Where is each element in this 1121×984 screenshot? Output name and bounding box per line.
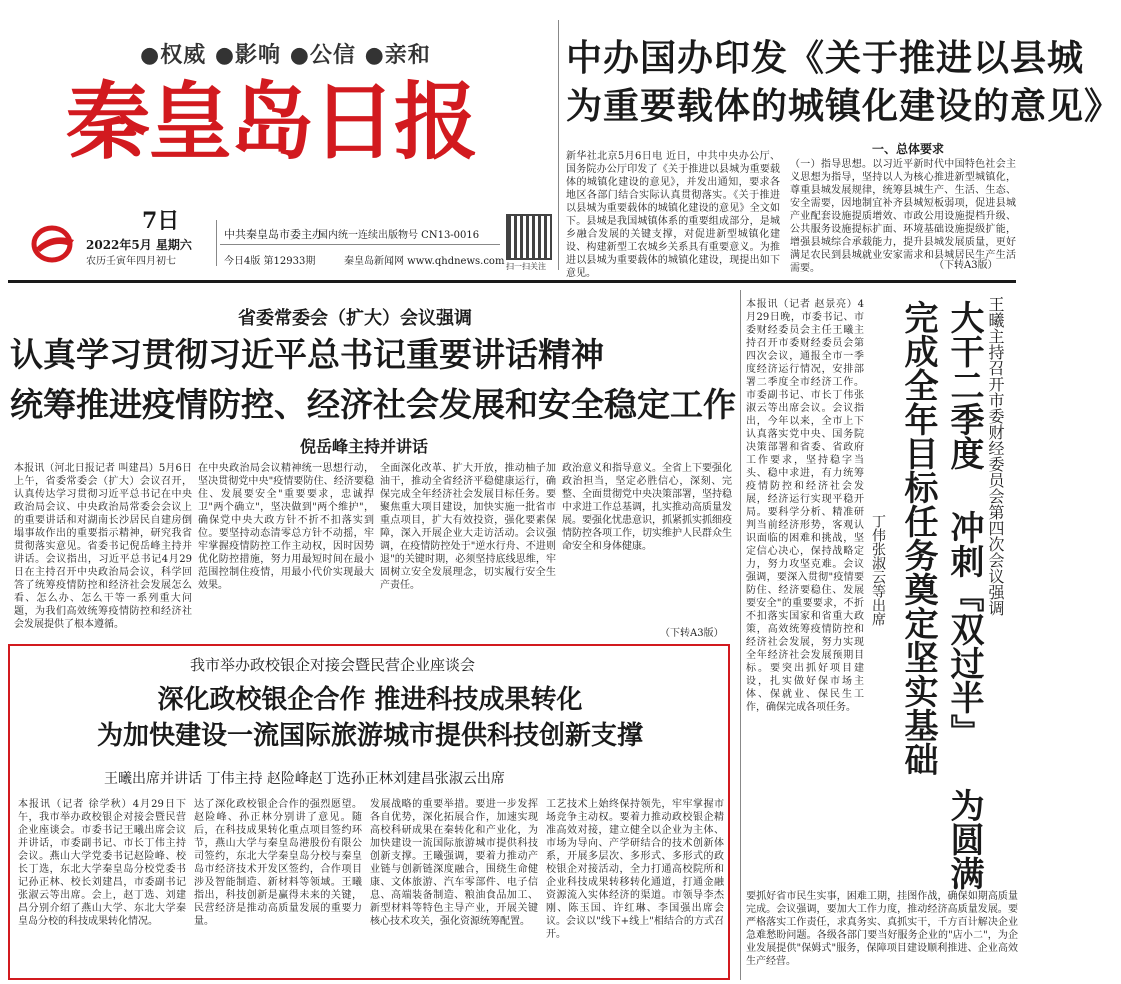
lead-continued[interactable]: （下转A3版） <box>660 628 724 639</box>
right-column-headline-1[interactable]: 大干二季度 冲刺『双过半』 为圆满 <box>944 300 984 890</box>
feature-column-4: 工艺技术上始终保持领先，牢牢掌握市场竞争主动权。要着力推动政校银企精准高效对接，建立健全以企业为主体、市场为导向、产学研结合的技术创新体系，开展多层次、多形式、多形式的政校银企对接活动，全力打通高校院所和企业科技成果转移转化通道，打通金融资源流入实体经济的渠道。市领导李杰刚、陈玉国、许红琳、李国强出席会议。会议以"线下+线上"相结合的方式召开。 <box>546 799 724 940</box>
top-story-body-right: （一）指导思想。以习近平新时代中国特色社会主义思想为指导，坚持以人为核心推进新型城镇化，尊重县城发展规律，统筹县城生产、生活、生态、安全需要，因地制宜补齐县城短板弱项，促进县城产业配套设施提质增效、市政公用设施提档升级、公共服务设施提标扩面、环境基础设施提级扩能，增强县城综合承载能力，提升县城发展质量，更好满足农民到县城就业安家需求和县城居民生产生活需要。 <box>790 159 1016 274</box>
issue-number: 今日4版 第12933期 <box>224 256 316 267</box>
feature-column-3: 发展战略的重要举措。要进一步发挥各自优势，深化拓展合作，加速实现高校科研成果在秦转化和产业化，为加快建设一流国际旅游城市提供科技创新支撑。王曦强调，要着力推动产业链与创新链深度融合，围绕生命健康、文体旅游、汽车零部件、电子信息、高端装备制造、粮油食品加工、新型材料等特色主导产业，开展关键核心技术攻关，强化资源统筹配置。 <box>370 799 538 927</box>
right-column-bottom: 要抓好省市民生实事，困难工期，挂图作战，确保如期高质量完成。会议强调，要加大工作力度，推动经济高质量发展。要严格落实工作责任，求真务实、真抓实干，千方百计解决企业急难愁盼问题。各级各部门要当好服务企业的"店小二"，为企业发展提供"保姆式"服务，保障项目建设顺利推进、企业高效生产经营。 <box>746 891 1018 967</box>
lunar-date: 农历壬寅年四月初七 <box>86 256 176 267</box>
lead-byline: 倪岳峰主持并讲话 <box>300 437 429 456</box>
right-column-headline-2[interactable]: 完成全年目标任务奠定坚实基础 <box>898 300 938 776</box>
issue-date: 2022年5月 星期六 <box>86 238 192 252</box>
feature-column-1: 本报讯（记者 徐学秋）4月29日下午，我市举办政校银企对接会暨民营企业座谈会。市委书记王曦出席会议并讲话，市委副书记、市长丁伟主持会议。燕山大学党委书记赵险峰、校长丁选，东北大学秦皇岛分校党委书记孙正林、校长刘建昌，市委副书记张淑云等出席。会上，赵丁选、刘建昌分别介绍了燕山大学、东北大学秦皇岛分校的科技成果转化情况。 <box>18 799 186 927</box>
lead-headline[interactable] <box>10 330 736 430</box>
lead-column-3: 全面深化改革、扩大开放，推动柚子加油干，推动全省经济平稳健康运行，确保完成全年经济社会发展目标任务。要聚焦重大项目建设，加快实施一批省市重点项目，扩大有效投资，强化要素保障，深入开展企业大走访活动。会议强调，在疫情防控处于"逆水行舟、不进则退"的关键时期，必须坚持底线思维，牢固树立安全发展理念，切实履行安全生产责任。 <box>380 463 556 591</box>
newspaper-logo: 秦皇岛日报 <box>66 72 477 171</box>
divider <box>558 20 559 270</box>
lead-column-1: 本报讯（河北日报记者 叫建昌）5月6日上午，省委常委会（扩大）会议召开，认真传达学习贯彻习近平总书记在中央政治局会议、中央政治局常委会会议上的重要讲话和对湖南长沙居民自建房倒塌事故作出的重要指示精神，研究我省贯彻落实意见。省委书记倪岳峰主持并讲话。会议指出，习近平总书记4月29日在主持召开中央政治局会议，科学回答了统筹疫情防控和经济社会发展怎么看、怎么办、怎么干等一系列重大问题，为我们高效统筹疫情防控和经济社会发展提供了根本遵循。 <box>14 463 192 630</box>
lead-headline-line1: 认真学习贯彻习近平总书记重要讲话精神 <box>10 335 604 374</box>
newspaper-emblem-icon <box>30 222 78 262</box>
top-story-headline-line2: 为重要载体的城镇化建设的意见》 <box>566 85 1121 127</box>
issue-day: 7日 <box>142 208 180 234</box>
website-link[interactable]: 秦皇岛新闻网 www.qhdnews.com <box>344 256 505 267</box>
lead-column-4: 政治意义和指导意义。全省上下要强化政治担当，坚定必胜信心，深刻、完整、全面贯彻党中央决策部署，坚持稳中求进工作总基调，扎实推动高质量发展。要强化忧患意识，抓紧抓实抓细疫情防控各项工作，切实维护人民群众生命安全和身体健康。 <box>562 463 732 552</box>
divider <box>216 220 217 266</box>
divider <box>220 244 500 245</box>
lead-headline-line2: 统筹推进疫情防控、经济社会发展和安全稳定工作 <box>10 385 736 424</box>
divider <box>740 290 741 980</box>
top-story-section: 一、总体要求 <box>872 142 945 156</box>
qr-code-icon[interactable] <box>506 214 552 260</box>
sponsor-line: 中共秦皇岛市委主办 <box>224 228 323 241</box>
publication-number: 国内统一连续出版物号 CN13-0016 <box>318 230 480 241</box>
feature-column-2: 达了深化政校银企合作的强烈愿望。赵险峰、孙正林分别讲了意见。随后，在科技成果转化重点项目签约环节，燕山大学与秦皇岛港股份有限公司签约，东北大学秦皇岛分校与秦皇岛市经济技术开发区签约，合作项目涉及智能制造、新材料等领域。王曦指出，科技创新是赢得未来的关键，民营经济是推动高质量发展的重要力量。 <box>194 799 362 927</box>
masthead-slogan: ●权威 ●影响 ●公信 ●亲和 <box>140 42 431 68</box>
right-column-byline: 丁伟张淑云等出席 <box>870 514 886 626</box>
feature-headline-line2: 为加快建设一流国际旅游城市提供科技创新支撑 <box>96 721 643 751</box>
top-story-headline-line1: 中办国办印发《关于推进以县城 <box>566 37 1085 79</box>
feature-headline[interactable] <box>20 682 720 754</box>
feature-headline-line1: 深化政校银企合作 推进科技成果转化 <box>157 685 583 715</box>
top-story-continued[interactable]: （下转A3版） <box>934 260 998 271</box>
lead-column-2: 在中央政治局会议精神统一思想行动，坚决贯彻党中央"疫情要防住、经济要稳住、发展要安全"重要要求，忠诚捍卫"两个确立"，坚决做到"两个维护"，确保党中央大政方针不折不扣落实到位。要坚持动态清零总方针不动摇，牢牢掌握疫情防控工作主动权，因时因势优化防控措施，努力用最短时间在最小范围控制住疫情，用最小代价实现最大效果。 <box>198 463 374 591</box>
right-column-body: 本报讯（记者 赵景亮）4月29日晚，市委书记、市委财经委员会主任王曦主持召开市委财经委员会第四次会议，通报全市一季度经济运行情况，安排部署二季度全市经济工作。市委副书记、市长丁伟张淑云等出席会议。会议指出，今年以来，全市上下认真落实党中央、国务院决策部署和省委、省政府工作要求，坚持稳字当头、稳中求进，有力统筹疫情防控和经济社会发展，经济运行实现平稳开局。要科学分析、精准研判当前经济形势，客观认识面临的困难和挑战，坚定信心决心，保持战略定力，努力攻坚克难。会议强调，要深入贯彻"疫情要防住、经济要稳住、发展要安全"的重要要求，不折不扣落实国家和省重大政策，高效统筹疫情防控和经济社会发展，努力实现全年经济社会发展预期目标。要突出抓好项目建设，扎实做好保市场主体、保就业、保民生工作，确保完成各项任务。 <box>746 299 864 713</box>
right-column-kicker: 王曦主持召开市委财经委员会第四次会议强调 <box>986 296 1005 616</box>
section-rule <box>8 280 1016 283</box>
qr-caption: 扫一扫关注 <box>506 262 546 271</box>
lead-kicker: 省委常委会（扩大）会议强调 <box>238 308 472 329</box>
feature-kicker: 我市举办政校银企对接会暨民营企业座谈会 <box>190 656 476 674</box>
top-story-headline[interactable] <box>566 34 1121 130</box>
feature-byline: 王曦出席并讲话 丁伟主持 赵险峰赵丁选孙正林刘建昌张淑云出席 <box>104 771 505 787</box>
top-story-body-left: 新华社北京5月6日电 近日，中共中央办公厅、国务院办公厅印发了《关于推进以县城为重要载体的城镇化建设的意见》，并发出通知，要求各地区各部门结合实际认真贯彻落实。《关于推进以县城为重要载体的城镇化建设的意见》全文如下。县城是我国城镇体系的重要组成部分，是城乡融合发展的关键支撑，对促进新型城镇化建设、构建新型工农城乡关系具有重要意义。为推进以县城为重要载体的城镇化建设，现提出如下意见。 <box>566 151 780 279</box>
